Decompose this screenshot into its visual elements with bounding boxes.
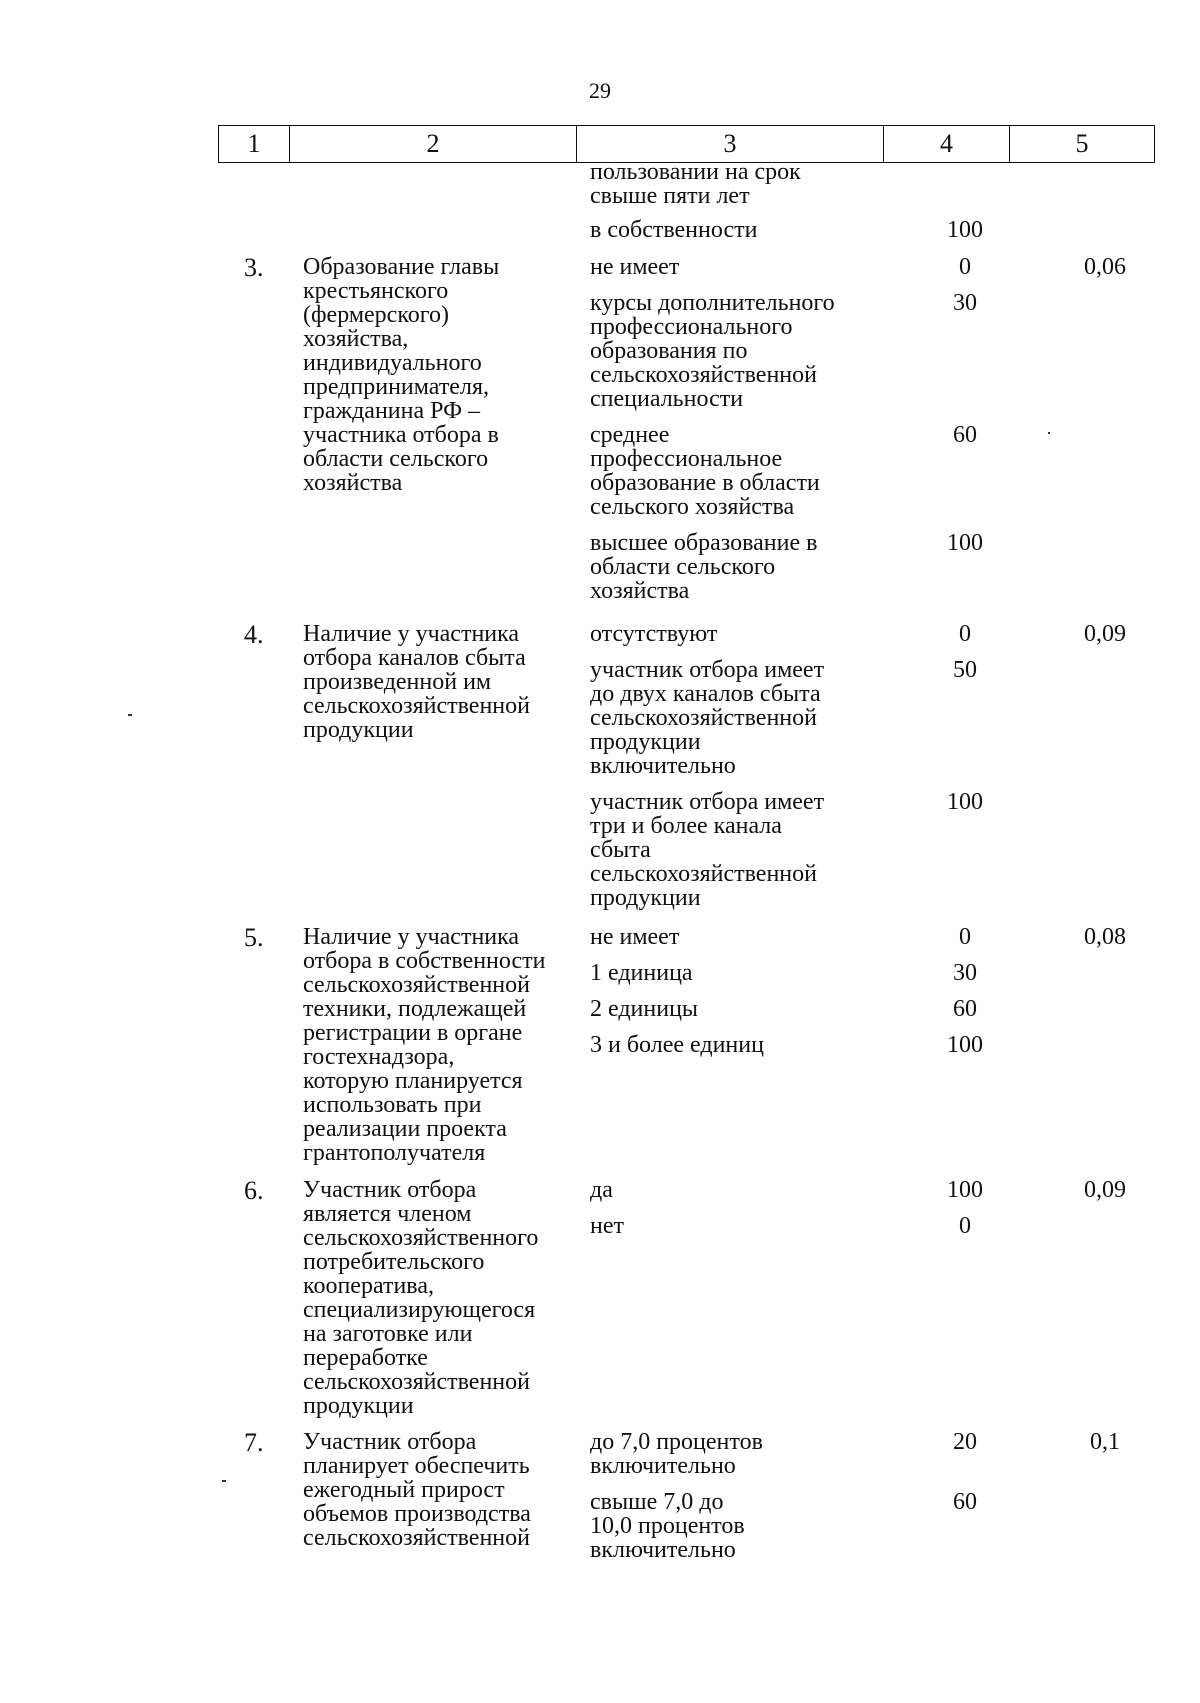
option-item (590, 531, 1120, 603)
option-item (590, 961, 1120, 985)
option-label: участник отбора имеет три и более канала сбыта сельскохозяйственной продукции (590, 789, 825, 911)
options-list (590, 1178, 1120, 1238)
criterion-text: Образование главы крестьянского (фермерского) хозяйства, индивидуального предпринимателя, гражданина РФ – участника отбора в области сельского хозяйства (303, 254, 500, 496)
option-score: 60 (953, 422, 977, 448)
option-item (590, 255, 1120, 279)
option-score: 100 (947, 1177, 983, 1203)
continuation-options (590, 160, 1120, 242)
option-item (590, 925, 1120, 949)
option-item (590, 160, 1120, 208)
option-item (590, 622, 1120, 646)
option-item (590, 1033, 1120, 1057)
column-header-table (218, 125, 1155, 163)
option-label: курсы дополнительного профессионального образования по сельскохозяйственной специальности (590, 290, 835, 412)
option-label: пользовании на срок свыше пяти лет (590, 159, 801, 209)
column-header-5: 5 (1010, 126, 1155, 163)
option-item (590, 1430, 1120, 1478)
option-label: не имеет (590, 924, 680, 950)
option-item (590, 423, 1120, 519)
option-score: 30 (953, 290, 977, 316)
option-label: 2 единицы (590, 996, 699, 1022)
weight-value: 0,1 (1090, 1429, 1120, 1455)
criterion-text: Наличие у участника отбора каналов сбыта произведенной им сельскохозяйственной продукции (303, 621, 530, 743)
option-label: 3 и более единиц (590, 1032, 764, 1058)
row-number: 3. (244, 253, 264, 282)
option-score: 0 (959, 621, 971, 647)
row-number: 5. (244, 923, 264, 952)
option-item (590, 658, 1120, 778)
row-number: 6. (244, 1176, 264, 1205)
option-item (590, 1214, 1120, 1238)
weight-value: 0,06 (1084, 254, 1126, 280)
weight-value: 0,09 (1084, 621, 1126, 647)
criterion-text: Наличие у участника отбора в собственности сельскохозяйственной техники, подлежащей регистрации в органе гостехнадзора, которую планируется использовать при реализации проекта грантополучателя (303, 924, 546, 1166)
option-label: свыше 7,0 до 10,0 процентов включительно (590, 1489, 745, 1563)
option-score: 20 (953, 1429, 977, 1455)
option-score: 100 (947, 789, 983, 815)
option-score: 50 (953, 657, 977, 683)
option-label: до 7,0 процентов включительно (590, 1429, 763, 1479)
option-label: среднее профессиональное образование в области сельского хозяйства (590, 422, 820, 520)
options-list (590, 622, 1120, 910)
options-list (590, 255, 1120, 603)
option-item (590, 291, 1120, 411)
option-score: 0 (959, 924, 971, 950)
option-score: 60 (953, 1489, 977, 1515)
option-score: 60 (953, 996, 977, 1022)
option-label: высшее образование в области сельского хозяйства (590, 530, 818, 604)
weight-value: 0,08 (1084, 924, 1126, 950)
page-number: 29 (589, 78, 611, 103)
criterion-text: Участник отбора является членом сельскохозяйственного потребительского кооператива, специализирующегося на заготовке или переработке сельскохозяйственной продукции (303, 1177, 539, 1419)
options-list (590, 1430, 1120, 1562)
scan-speck (1048, 432, 1050, 434)
scan-speck (222, 1480, 226, 1482)
option-score: 100 (947, 217, 983, 243)
weight-value: 0,09 (1084, 1177, 1126, 1203)
option-label: нет (590, 1213, 624, 1239)
option-score: 30 (953, 960, 977, 986)
option-score: 0 (959, 1213, 971, 1239)
option-score: 0 (959, 254, 971, 280)
row-number: 7. (244, 1428, 264, 1457)
option-item (590, 218, 1120, 242)
option-item (590, 997, 1120, 1021)
option-item (590, 1490, 1120, 1562)
option-label: 1 единица (590, 960, 693, 986)
scan-speck (128, 714, 132, 716)
criterion-text: Участник отбора планирует обеспечить ежегодный прирост объемов производства сельскохозяйственной (303, 1429, 531, 1551)
column-header-1: 1 (219, 126, 290, 163)
column-header-2: 2 (290, 126, 577, 163)
option-score: 100 (947, 530, 983, 556)
option-label: не имеет (590, 254, 680, 280)
option-label: участник отбора имеет до двух каналов сбыта сельскохозяйственной продукции включительно (590, 657, 825, 779)
option-item (590, 790, 1120, 910)
option-label: да (590, 1177, 613, 1203)
option-item (590, 1178, 1120, 1202)
row-number: 4. (244, 620, 264, 649)
option-score: 100 (947, 1032, 983, 1058)
option-label: в собственности (590, 217, 758, 243)
column-header-4: 4 (884, 126, 1010, 163)
column-header-3: 3 (577, 126, 884, 163)
column-header-row (219, 126, 1155, 163)
option-label: отсутствуют (590, 621, 718, 647)
options-list (590, 925, 1120, 1057)
